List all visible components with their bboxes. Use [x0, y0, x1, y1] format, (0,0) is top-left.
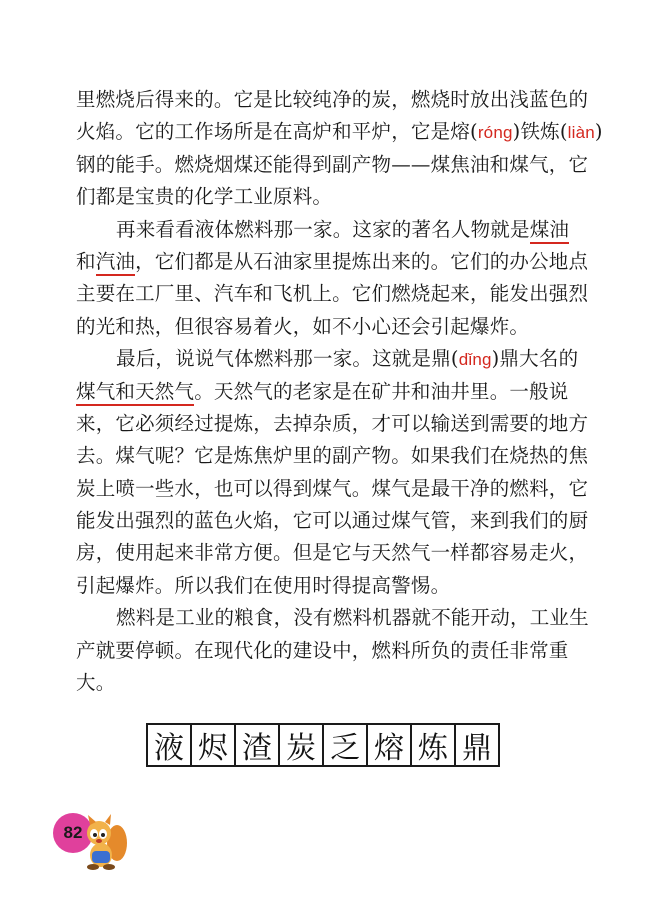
text-line: 的光和热，但很容易着火，如不小心还会引起爆炸。: [76, 314, 530, 338]
underlined-term: 煤气和天然气: [76, 380, 194, 406]
cartoon-squirrel-icon: [79, 813, 127, 871]
text-line: 去。煤气呢？它是炼焦炉里的副产物。如果我们在烧热的焦: [76, 444, 589, 468]
text-line: 产就要停顿。在现代化的建设中，燃料所负的责任非常重: [76, 638, 569, 662]
practice-char: 渣: [236, 725, 280, 765]
pinyin-ding: dǐng: [458, 350, 492, 370]
text-line: 燃料是工业的粮食，没有燃料机器就不能开动，工业生: [116, 606, 589, 630]
page-number: 82: [53, 813, 93, 853]
practice-char: 鼎: [456, 725, 500, 765]
text-line: 再来看看液体燃料那一家。这家的著名人物就是煤油: [76, 214, 576, 246]
pinyin-lian: liàn: [567, 123, 595, 143]
page-footer: [53, 813, 133, 873]
underlined-term: 汽油: [96, 250, 135, 276]
practice-char: 烬: [192, 725, 236, 765]
practice-char: 液: [148, 725, 192, 765]
text-line: 引起爆炸。所以我们在使用时得提高警惕。: [76, 573, 451, 597]
text-line: 火焰。它的工作场所是在高炉和平炉，它是熔(róng)铁炼(liàn): [76, 120, 603, 144]
text-line: 炭上喷一些水，也可以得到煤气。煤气是最干净的燃料，它: [76, 476, 589, 500]
text-line: 里燃烧后得来的。它是比较纯净的炭，燃烧时放出浅蓝色的: [76, 88, 589, 111]
practice-char: 乏: [324, 725, 368, 765]
text-line: 大。: [76, 671, 116, 695]
character-practice-grid: [146, 723, 500, 767]
text-line: 钢的能手。燃烧烟煤还能得到副产物——煤焦油和煤气，它: [76, 152, 589, 176]
practice-char: 熔: [368, 725, 412, 765]
text-line: 主要在工厂里、汽车和飞机上。它们燃烧起来，能发出强烈: [76, 282, 589, 306]
article-body: [76, 84, 603, 699]
text-line: 房，使用起来非常方便。但是它与天然气一样都容易走火，: [76, 541, 589, 565]
text-line: 来，它必须经过提炼，去掉杂质，才可以输送到需要的地方: [76, 411, 589, 435]
pinyin-rong: róng: [477, 123, 513, 143]
text-line: 煤气和天然气。天然气的老家是在矿井和油井里。一般说: [76, 376, 576, 408]
text-line: 能发出强烈的蓝色火焰，它可以通过煤气管，来到我们的厨: [76, 509, 589, 533]
underlined-term: 煤油: [530, 218, 569, 244]
text-line: 最后，说说气体燃料那一家。这就是鼎(dǐng)鼎大名的: [116, 347, 579, 371]
practice-char: 炼: [412, 725, 456, 765]
practice-char: 炭: [280, 725, 324, 765]
text-line: 们都是宝贵的化学工业原料。: [76, 185, 333, 209]
text-line: 和汽油，它们都是从石油家里提炼出来的。它们的办公地点: [76, 246, 576, 278]
